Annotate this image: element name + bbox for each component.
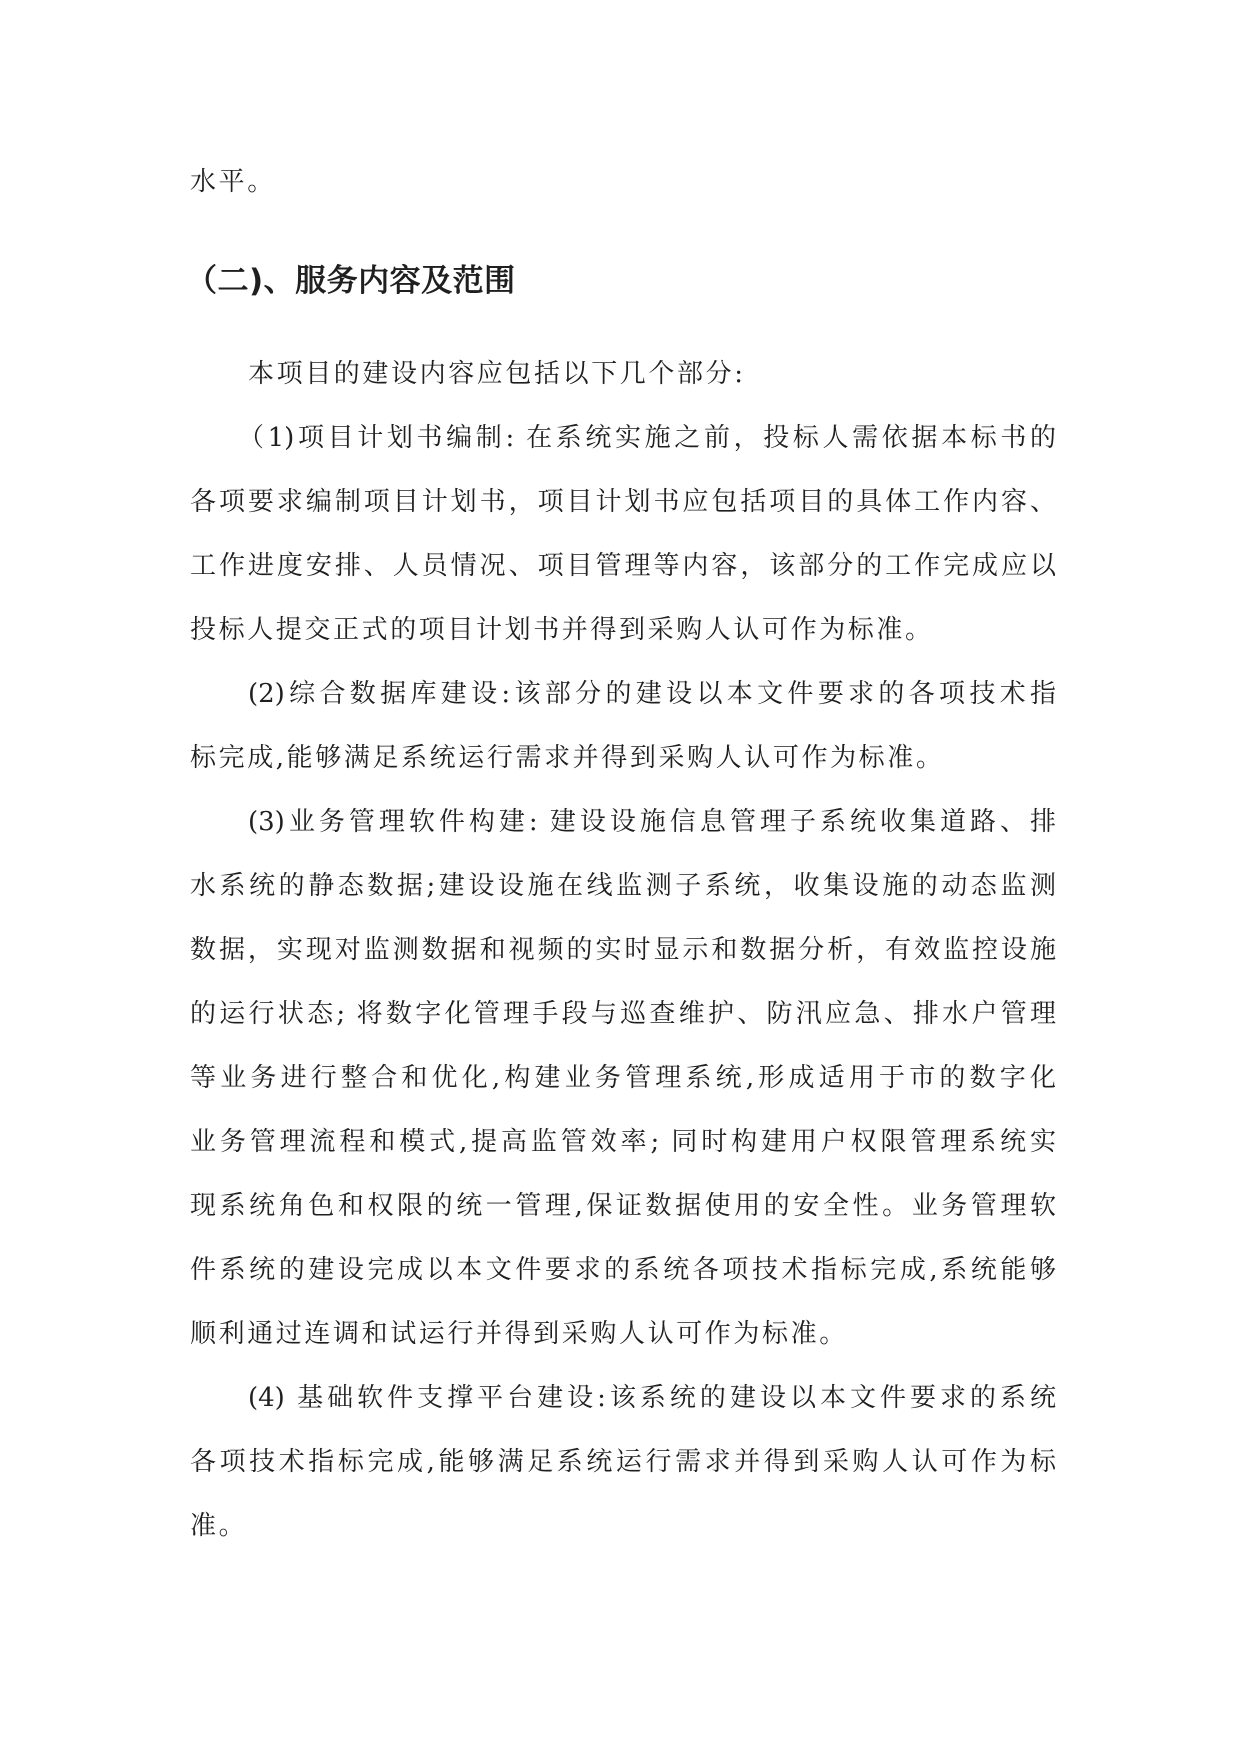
paragraph-3-line-5: 等业务进行整合和优化,构建业务管理系统,形成适用于市的数字化 (190, 1063, 1056, 1093)
paragraph-1-line-1: （1)项目计划书编制: 在系统实施之前，投标人需依据本标书的 (238, 423, 1056, 453)
section-heading: （二)、服务内容及范围 (186, 263, 516, 299)
paragraph-3-line-3: 数据，实现对监测数据和视频的实时显示和数据分析，有效监控设施 (190, 935, 1056, 965)
paragraph-3-line-1: (3)业务管理软件构建: 建设设施信息管理子系统收集道路、排 (248, 807, 1056, 837)
paragraph-1-line-4: 投标人提交正式的项目计划书并得到采购人认可作为标准。 (190, 615, 934, 645)
paragraph-3-line-6: 业务管理流程和模式,提高监管效率; 同时构建用户权限管理系统实 (190, 1127, 1056, 1157)
paragraph-3-line-9: 顺利通过连调和试运行并得到采购人认可作为标准。 (190, 1319, 848, 1349)
paragraph-3-line-7: 现系统角色和权限的统一管理,保证数据使用的安全性。业务管理软 (190, 1191, 1056, 1221)
paragraph-3-line-2: 水系统的静态数据;建设设施在线监测子系统，收集设施的动态监测 (190, 871, 1056, 901)
paragraph-4-line-2: 各项技术指标完成,能够满足系统运行需求并得到采购人认可作为标 (190, 1447, 1056, 1477)
document-body (186, 150, 1056, 1558)
paragraph-3-line-4: 的运行状态; 将数字化管理手段与巡查维护、防汛应急、排水户管理 (190, 999, 1056, 1029)
paragraph-2-line-1: (2)综合数据库建设:该部分的建设以本文件要求的各项技术指 (248, 679, 1056, 709)
paragraph-4-line-3: 准。 (190, 1511, 248, 1541)
text-line: 本项目的建设内容应包括以下几个部分: (248, 359, 746, 389)
paragraph-4-line-1: (4) 基础软件支撑平台建设:该系统的建设以本文件要求的系统 (248, 1383, 1056, 1413)
paragraph-1-line-2: 各项要求编制项目计划书，项目计划书应包括项目的具体工作内容、 (190, 487, 1056, 517)
paragraph-1-line-3: 工作进度安排、人员情况、项目管理等内容，该部分的工作完成应以 (190, 551, 1056, 581)
paragraph-3-line-8: 件系统的建设完成以本文件要求的系统各项技术指标完成,系统能够 (190, 1255, 1056, 1285)
paragraph-2-line-2: 标完成,能够满足系统运行需求并得到采购人认可作为标准。 (190, 743, 945, 773)
text-line: 水平。 (190, 167, 276, 197)
